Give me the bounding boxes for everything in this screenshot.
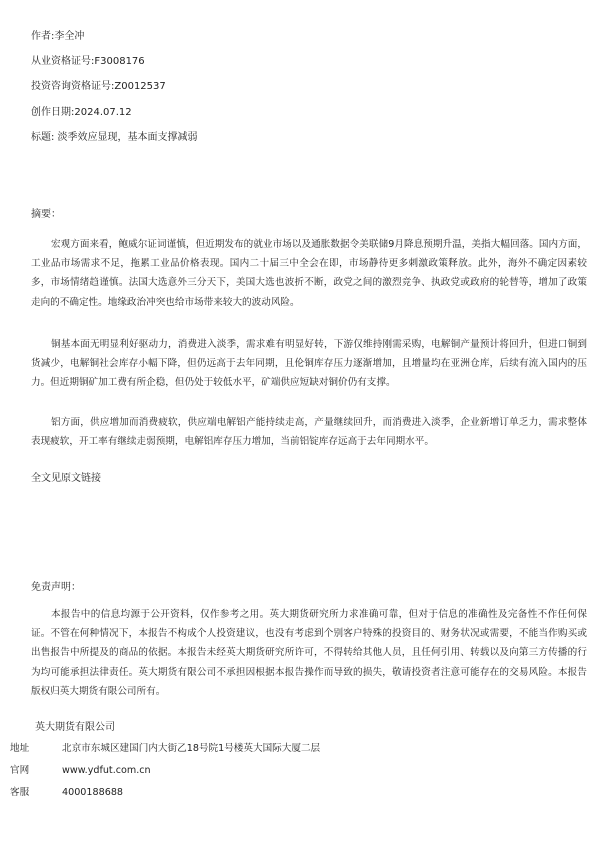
- website-row: [10, 764, 151, 777]
- address-value: 北京市东城区建国门内大街乙18号院1号楼英大国际大厦二层: [62, 743, 321, 754]
- disclaimer-label: 免责声明：: [31, 582, 81, 593]
- summary-copper-paragraph: 铜基本面无明显利好驱动力，消费进入淡季，需求难有明显好转，下游仅维持刚需采购，电解铜产量预计将回升，但进口铜到货减少，电解铜社会库存小幅下降，但仍远高于去年同期，且伦铜库存压力逐渐增加，且增量均在亚洲仓库，后续有流入国内的压力。但近期铜矿加工费有所企稳，但仍处于较低水平，矿端供应短缺对铜价仍有支撑。: [31, 339, 587, 389]
- date-line: 创作日期:2024.07.12: [31, 107, 132, 118]
- website-value[interactable]: www.ydfut.com.cn: [62, 765, 151, 776]
- qualification-line: 从业资格证号:F3008176: [31, 56, 145, 67]
- author-line: 作者:李全冲: [31, 31, 85, 42]
- service-value: 4000188688: [62, 787, 124, 798]
- service-label: 客服: [10, 787, 30, 798]
- summary-aluminum-paragraph: 铝方面，供应增加而消费疲软，供应端电解铝产能持续走高，产量继续回升，而消费进入淡季，企业新增订单乏力，需求整体表现疲软，开工率有继续走弱预期，电解铝库存压力增加，当前铝锭库存远高于去年同期水平。: [31, 417, 587, 448]
- full-text-link[interactable]: 全文见原文链接: [31, 473, 101, 484]
- title-line: 标题: 淡季效应显现，基本面支撑减弱: [31, 132, 198, 143]
- address-label: 地址: [10, 743, 30, 754]
- company-name: 英大期货有限公司: [35, 722, 115, 733]
- disclaimer-paragraph: 本报告中的信息均源于公开资料，仅作参考之用。英大期货研究所力求准确可靠，但对于信息的准确性及完备性不作任何保证。不管在何种情况下，本报告不构成个人投资建议，也没有考虑到个别客户特殊的投资目的、财务状况或需要，不能当作购买或出售报告中所提及的商品的依据。本报告未经英大期货研究所许可，不得转给其他人员，且任何引用、转载以及向第三方传播的行为均可能承担法律责任。英大期货有限公司不承担因根据本报告操作而导致的损失，敬请投资者注意可能存在的交易风险。本报告版权归英大期货有限公司所有。: [31, 609, 587, 697]
- advisory-line: 投资咨询资格证号:Z0012537: [31, 81, 166, 92]
- service-row: [10, 786, 123, 799]
- summary-label: 摘要：: [31, 209, 61, 220]
- website-label: 官网: [10, 765, 30, 776]
- address-row: [10, 742, 320, 755]
- summary-macro-paragraph: 宏观方面来看，鲍威尔证词谨慎，但近期发布的就业市场以及通胀数据令美联储9月降息预期升温，美指大幅回落。国内方面，工业品市场需求不足，拖累工业品价格表现。国内二十届三中全会在即，市场静待更多刺激政策释放。此外，海外不确定因素较多，市场情绪趋谨慎。法国大选意外三分天下，美国大选也波折不断，政党之间的激烈竞争、执政党或政府的轮替等，增加了政策走向的不确定性。地缘政治冲突也给市场带来较大的波动风险。: [31, 239, 587, 308]
